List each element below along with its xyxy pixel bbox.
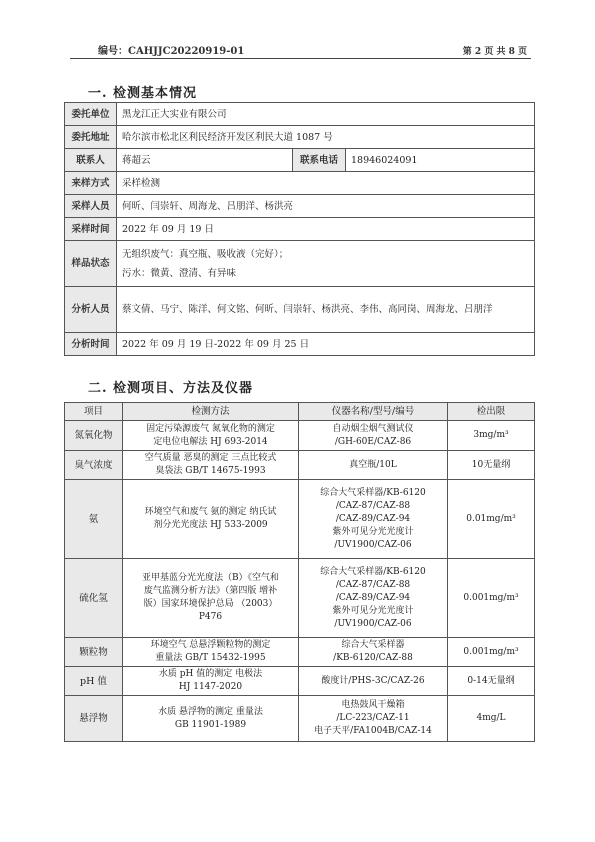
page-number: 第 2 页 共 8 页 (462, 47, 527, 57)
table-row (65, 480, 535, 559)
method-cell (123, 421, 299, 451)
instrument-cell (299, 667, 448, 696)
detection-limit-cell: 0.001mg/m³ (448, 559, 535, 638)
instrument-line: /UV1900/CAZ-06 (334, 539, 412, 550)
column-header-method: 检测方法 (123, 403, 299, 421)
method-line: GB 11901-1989 (174, 719, 247, 730)
method-line: P476 (198, 612, 223, 622)
section-title-basic-info: 一. 检测基本情况 (88, 86, 198, 101)
instrument-cell (299, 559, 448, 638)
address-value: 哈尔滨市松北区利民经济开发区利民大道 1087 号 (117, 126, 535, 149)
table-row (65, 559, 535, 638)
table-row (65, 696, 535, 742)
detection-limit-cell: 4mg/L (448, 696, 535, 742)
detection-limit-cell: 0.01mg/m³ (448, 480, 535, 559)
basic-info-table (64, 102, 535, 356)
sample-state-value (117, 241, 535, 287)
methods-table-body (65, 421, 535, 742)
instrument-line: 电子天平/FA1004B/CAZ-14 (314, 726, 432, 736)
sampling-time-label: 采样时间 (65, 218, 117, 241)
item-cell: 悬浮物 (65, 696, 123, 742)
detection-limit-cell: 3mg/m³ (448, 421, 535, 451)
item-cell: 氨 (65, 480, 123, 559)
method-line: 水质 悬浮物的测定 重量法 (158, 706, 263, 717)
item-cell: pH 值 (65, 667, 123, 696)
detection-limit-cell: 0-14无量纲 (448, 667, 535, 696)
method-line: 废气监测分析方法》（第四版 增补 (143, 586, 278, 596)
method-line: 版）国家环境保护总局 （2003） (143, 599, 278, 609)
item-cell: 氮氧化物 (65, 421, 123, 451)
document-number: 编号：CAHJJC20220919-01 (98, 46, 245, 57)
methods-table (64, 402, 535, 742)
sampling-method-value: 采样检测 (117, 172, 535, 195)
table-row (65, 667, 535, 696)
table-row (65, 218, 535, 241)
instrument-cell (299, 421, 448, 451)
analysts-value: 蔡文倩、马宁、陈洋、何文铭、何昕、闫崇轩、杨洪亮、李伟、高同岗、周海龙、吕朋洋 (117, 287, 535, 333)
instrument-line: 紫外可见分光光度计 (332, 526, 414, 537)
table-row (65, 195, 535, 218)
detection-limit-cell: 10无量纲 (448, 451, 535, 480)
table-row (65, 421, 535, 451)
table-row (65, 287, 535, 333)
instrument-line: /KB-6120/CAZ-88 (333, 653, 413, 663)
method-cell (123, 559, 299, 638)
instrument-line: /CAZ-89/CAZ-94 (335, 513, 411, 524)
instrument-cell (299, 451, 448, 480)
method-line: 空气质量 恶臭的测定 三点比较式 (144, 453, 277, 463)
analysis-time-label: 分析时间 (65, 333, 117, 356)
method-line: 环境空气和废气 氨的测定 纳氏试 (144, 507, 277, 517)
instrument-cell (299, 696, 448, 742)
method-line: 臭袋法 GB/T 14675-1993 (155, 466, 266, 476)
method-line: 固定污染源废气 氮氧化物的测定 (146, 423, 275, 434)
sample-state-line: 无组织废气：真空瓶、吸收液（完好）； (122, 248, 289, 260)
analysts-label: 分析人员 (65, 287, 117, 333)
instrument-cell (299, 480, 448, 559)
instrument-line: 紫外可见分光光度计 (332, 605, 414, 616)
method-line: 环境空气 总悬浮颗粒物的测定 (150, 640, 271, 650)
table-header-row (65, 403, 535, 421)
instrument-line: /CAZ-87/CAZ-88 (335, 579, 411, 590)
page-header (70, 42, 531, 64)
column-header-instrument: 仪器名称/型号/编号 (299, 403, 448, 421)
item-cell: 臭气浓度 (65, 451, 123, 480)
column-header-item: 项目 (65, 403, 123, 421)
instrument-line: /CAZ-87/CAZ-88 (335, 500, 411, 511)
analysis-time-value: 2022 年 09 月 19 日-2022 年 09 月 25 日 (117, 333, 535, 356)
table-row (65, 103, 535, 126)
instrument-line: /CAZ-89/CAZ-94 (335, 592, 411, 603)
table-row (65, 149, 535, 172)
sampling-time-value: 2022 年 09 月 19 日 (117, 218, 535, 241)
method-line: 亚甲基蓝分光光度法（B）《空气和 (141, 573, 280, 583)
table-row (65, 451, 535, 480)
method-cell (123, 667, 299, 696)
sample-state-line: 污水：微黄、澄清、有异味 (122, 267, 237, 279)
phone-value: 18946024091 (346, 149, 535, 172)
detection-limit-cell: 0.001mg/m³ (448, 638, 535, 667)
samplers-value: 何昕、闫崇轩、周海龙、吕朋洋、杨洪亮 (117, 195, 535, 218)
instrument-line: /UV1900/CAZ-06 (334, 618, 412, 629)
method-line: 剂分光光度法 HJ 533-2009 (153, 520, 268, 530)
method-cell (123, 696, 299, 742)
header-divider (70, 58, 531, 59)
address-label: 委托地址 (65, 126, 117, 149)
method-line: 定电位电解法 HJ 693-2014 (153, 436, 268, 447)
item-cell: 颗粒物 (65, 638, 123, 667)
item-cell: 硫化氢 (65, 559, 123, 638)
table-row (65, 241, 535, 287)
instrument-cell (299, 638, 448, 667)
instrument-line: 自动烟尘烟气测试仪 (332, 423, 414, 434)
instrument-line: 综合大气采样器/KB-6120 (320, 566, 426, 577)
table-row (65, 638, 535, 667)
section-title-methods: 二. 检测项目、方法及仪器 (88, 381, 254, 396)
contact-value: 蒋超云 (117, 149, 293, 172)
instrument-line: 电热鼓风干燥箱 (341, 700, 405, 710)
method-cell (123, 638, 299, 667)
method-line: 水质 pH 值的测定 电极法 (158, 669, 263, 679)
instrument-line: /LC-223/CAZ-11 (336, 713, 410, 723)
method-line: HJ 1147-2020 (178, 682, 243, 692)
column-header-limit: 检出限 (448, 403, 535, 421)
instrument-line: /GH-60E/CAZ-86 (334, 436, 412, 447)
table-row (65, 333, 535, 356)
instrument-line: 综合大气采样器 (341, 640, 405, 650)
instrument-line: 酸度计/PHS-3C/CAZ-26 (321, 675, 425, 686)
contact-label: 联系人 (65, 149, 117, 172)
sampling-method-label: 来样方式 (65, 172, 117, 195)
samplers-label: 采样人员 (65, 195, 117, 218)
instrument-line: 真空瓶/10L (349, 459, 397, 470)
client-value: 黑龙江正大实业有限公司 (117, 103, 535, 126)
table-row (65, 172, 535, 195)
method-cell (123, 451, 299, 480)
table-row (65, 126, 535, 149)
method-cell (123, 480, 299, 559)
sample-state-label: 样品状态 (65, 241, 117, 287)
instrument-line: 综合大气采样器/KB-6120 (320, 487, 426, 498)
method-line: 重量法 GB/T 15432-1995 (155, 653, 266, 663)
phone-label: 联系电话 (293, 149, 346, 172)
client-label: 委托单位 (65, 103, 117, 126)
